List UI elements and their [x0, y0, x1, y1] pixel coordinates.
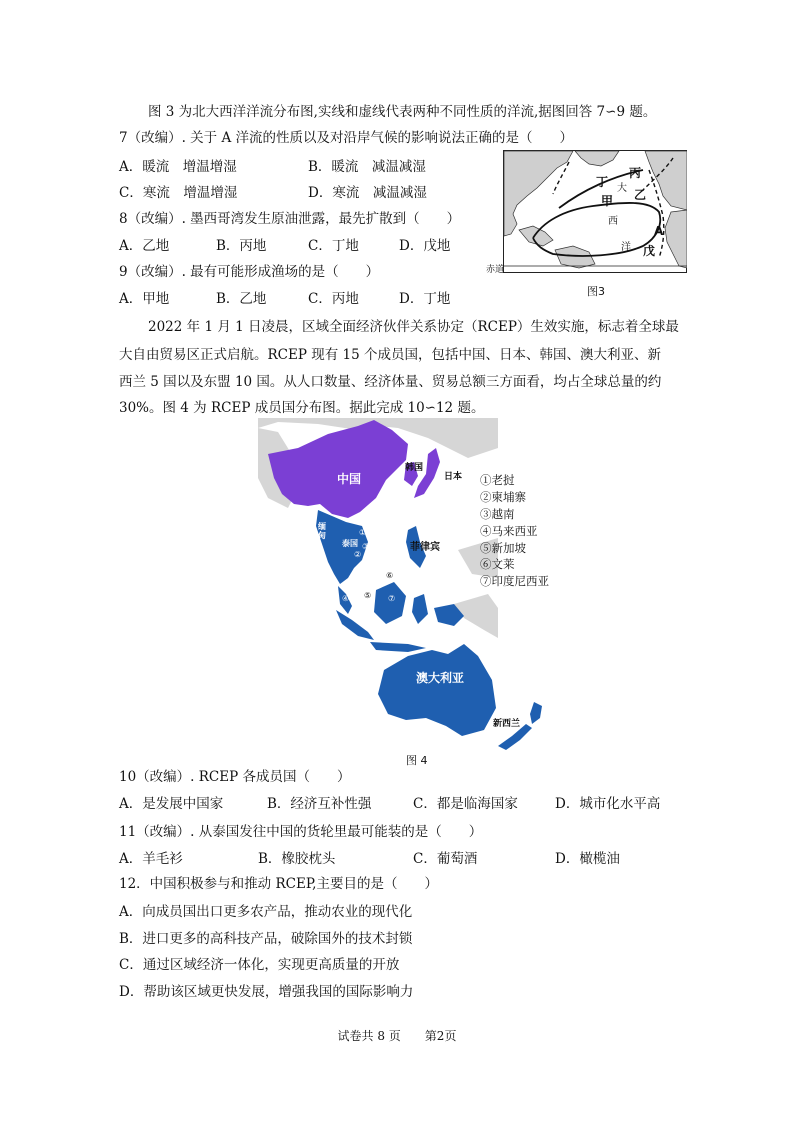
north-atlantic-map [503, 150, 687, 273]
rcep-map [258, 418, 498, 750]
rcep-paragraph-line1: 2022 年 1 月 1 日凌晨，区域全面经济伙伴关系协定（RCEP）生效实施，标志着全球最 [148, 319, 679, 335]
legend-indonesia: ⑦印度尼西亚 [480, 574, 549, 588]
fig3-caption: 图3 [587, 285, 605, 298]
q9-stem: 9（改编）. 最有可能形成渔场的是（ ） [119, 264, 380, 280]
q8-option-b[interactable]: B．丙地 [216, 238, 267, 254]
q11-stem: 11（改编）. 从泰国发往中国的货轮里最可能装的是（ ） [119, 824, 483, 840]
q7-option-b[interactable]: B．暖流 减温减湿 [308, 159, 426, 175]
q9-option-a[interactable]: A．甲地 [119, 291, 170, 307]
q9-option-b[interactable]: B．乙地 [216, 291, 267, 307]
q8-option-a[interactable]: A．乙地 [119, 238, 170, 254]
q12-option-b[interactable]: B．进口更多的高科技产品，破除国外的技术封锁 [119, 931, 413, 947]
fig4-label-myanmar: 缅甸 [318, 522, 326, 540]
fig4-marker-5: ⑤ [364, 591, 372, 600]
q8-stem: 8（改编）. 墨西哥湾发生原油泄露，最先扩散到（ ） [119, 211, 461, 227]
fig4-marker-7: ⑦ [388, 594, 396, 603]
legend-malaysia: ④马来西亚 [480, 524, 538, 538]
q12-stem: 12．中国积极参与和推动 RCEP,主要目的是（ ） [119, 876, 438, 892]
q7-option-c[interactable]: C．寒流 增温增湿 [119, 185, 238, 201]
fig4-marker-1: ① [359, 528, 367, 537]
legend-singapore: ⑤新加坡 [480, 541, 526, 555]
australia-region [378, 644, 496, 736]
legend-brunei: ⑥文莱 [480, 557, 515, 571]
fig4-label-australia: 澳大利亚 [416, 671, 465, 685]
q12-option-d[interactable]: D．帮助该区域更快发展，增强我国的国际影响力 [119, 984, 414, 1000]
legend-laos: ①老挝 [480, 473, 515, 487]
fig3-intro: 图 3 为北大西洋洋流分布图,实线和虚线代表两种不同性质的洋流,据图回答 7∽9 题。 [148, 104, 657, 120]
legend-vietnam: ③越南 [480, 507, 515, 521]
q11-option-a[interactable]: A．羊毛衫 [119, 851, 183, 867]
q7-option-a[interactable]: A．暖流 增温增湿 [119, 159, 237, 175]
fig4-marker-6: ⑥ [386, 571, 394, 580]
fig4-marker-2: ② [354, 550, 362, 559]
fig3-label-xi: 西 [608, 216, 618, 227]
q10-option-d[interactable]: D．城市化水平高 [555, 796, 661, 812]
rcep-paragraph-line2: 大自由贸易区正式启航。RCEP 现有 15 个成员国，包括中国、日本、韩国、澳大利亚、新 [119, 347, 661, 363]
figure-4-map [258, 418, 498, 750]
fig4-label-korea: 韩国 [405, 463, 424, 473]
rcep-paragraph-line3: 西兰 5 国以及东盟 10 国。从人口数量、经济体量、贸易总额三方面看，均占全球总量的约 [119, 374, 662, 390]
fig4-marker-4: ④ [342, 594, 350, 603]
q10-option-b[interactable]: B．经济互补性强 [267, 796, 372, 812]
q11-option-d[interactable]: D．橄榄油 [555, 851, 620, 867]
fig4-label-philippines: 菲律宾 [410, 542, 440, 553]
fig3-label-yang: 洋 [621, 242, 631, 253]
q11-option-c[interactable]: C．葡萄酒 [413, 851, 478, 867]
fig4-caption: 图 4 [406, 754, 428, 767]
q9-option-d[interactable]: D．丁地 [399, 291, 451, 307]
fig3-label-yi: 乙 [634, 188, 647, 202]
legend-cambodia: ②柬埔寨 [480, 490, 526, 504]
q10-stem: 10（改编）. RCEP 各成员国（ ） [119, 769, 351, 785]
fig3-label-da: 大 [617, 183, 627, 194]
q8-option-c[interactable]: C．丁地 [308, 238, 359, 254]
q10-option-a[interactable]: A．是发展中国家 [119, 796, 224, 812]
figure-3-map [503, 150, 687, 273]
q12-option-c[interactable]: C．通过区域经济一体化，实现更高质量的开放 [119, 957, 400, 973]
fig4-label-china: 中国 [337, 472, 362, 486]
q8-option-d[interactable]: D．戊地 [399, 238, 451, 254]
q7-option-d[interactable]: D．寒流 减温减湿 [308, 185, 427, 201]
fig4-label-thailand: 泰国 [342, 539, 358, 548]
fig4-label-newzealand: 新西兰 [493, 719, 521, 729]
fig3-label-a: A [654, 224, 664, 238]
q7-stem: 7（改编）. 关于 A 洋流的性质以及对沿岸气候的影响说法正确的是（ ） [119, 130, 574, 146]
rcep-paragraph-line4: 30%。图 4 为 RCEP 成员国分布图。据此完成 10∽12 题。 [119, 400, 485, 416]
q10-option-c[interactable]: C．都是临海国家 [413, 796, 518, 812]
fig3-label-jia: 甲 [601, 194, 614, 208]
page-footer: 试卷共 8 页 第2页 [337, 1029, 457, 1043]
q9-option-c[interactable]: C．丙地 [308, 291, 359, 307]
fig3-label-bing: 丙 [629, 166, 642, 180]
q11-option-b[interactable]: B．橡胶枕头 [258, 851, 336, 867]
fig3-equator-label: 赤道 [486, 265, 505, 275]
fig3-label-wu: 戊 [643, 244, 656, 258]
q12-option-a[interactable]: A．向成员国出口更多农产品，推动农业的现代化 [119, 904, 413, 920]
fig4-marker-3: ③ [362, 542, 370, 551]
fig3-label-ding: 丁 [596, 175, 609, 189]
fig4-label-japan: 日本 [444, 472, 463, 482]
